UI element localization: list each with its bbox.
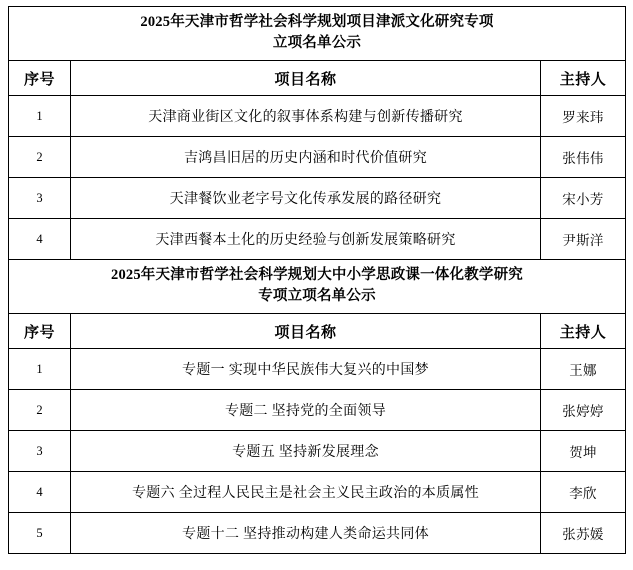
table-title-row bbox=[9, 260, 626, 314]
column-header-host: 主持人 bbox=[541, 314, 626, 349]
section-title-line-1: 2025年天津市哲学社会科学规划项目津派文化研究专项 bbox=[140, 14, 494, 30]
row-project-name: 天津西餐本土化的历史经验与创新发展策略研究 bbox=[71, 219, 541, 260]
section-title bbox=[9, 7, 626, 61]
table-row bbox=[9, 178, 626, 219]
row-index: 3 bbox=[9, 431, 71, 472]
column-header-project-name: 项目名称 bbox=[71, 314, 541, 349]
column-header-host: 主持人 bbox=[541, 61, 626, 96]
row-project-name: 吉鸿昌旧居的历史内涵和时代价值研究 bbox=[71, 137, 541, 178]
section-title-line-1: 2025年天津市哲学社会科学规划大中小学思政课一体化教学研究 bbox=[111, 267, 523, 284]
row-project-name: 专题十二 坚持推动构建人类命运共同体 bbox=[71, 513, 541, 554]
table-row bbox=[9, 349, 626, 390]
table-row bbox=[9, 472, 626, 513]
row-index: 4 bbox=[9, 472, 71, 513]
section-title-line-2: 立项名单公示 bbox=[272, 35, 362, 52]
row-project-name: 专题五 坚持新发展理念 bbox=[71, 431, 541, 472]
row-host: 李欣 bbox=[541, 472, 626, 513]
table-row bbox=[9, 137, 626, 178]
announcement-table-section-1 bbox=[8, 6, 626, 554]
row-host: 尹斯洋 bbox=[541, 219, 626, 260]
table-row bbox=[9, 513, 626, 554]
row-host: 贺坤 bbox=[541, 431, 626, 472]
column-header-project-name: 项目名称 bbox=[71, 61, 541, 96]
row-host: 王娜 bbox=[541, 349, 626, 390]
row-index: 5 bbox=[9, 513, 71, 554]
row-index: 1 bbox=[9, 349, 71, 390]
row-index: 4 bbox=[9, 219, 71, 260]
row-index: 3 bbox=[9, 178, 71, 219]
section-title-line-2: 专项立项名单公示 bbox=[258, 288, 376, 305]
table-title-row bbox=[9, 7, 626, 61]
row-host: 宋小芳 bbox=[541, 178, 626, 219]
row-project-name: 专题六 全过程人民民主是社会主义民主政治的本质属性 bbox=[71, 472, 541, 513]
row-project-name: 专题一 实现中华民族伟大复兴的中国梦 bbox=[71, 349, 541, 390]
row-host: 张婷婷 bbox=[541, 390, 626, 431]
row-project-name: 天津餐饮业老字号文化传承发展的路径研究 bbox=[71, 178, 541, 219]
table-row bbox=[9, 219, 626, 260]
section-title bbox=[9, 260, 626, 314]
table-row bbox=[9, 96, 626, 137]
table-row bbox=[9, 390, 626, 431]
table-header-row bbox=[9, 314, 626, 349]
row-host: 张苏媛 bbox=[541, 513, 626, 554]
column-header-index: 序号 bbox=[9, 61, 71, 96]
row-project-name: 天津商业街区文化的叙事体系构建与创新传播研究 bbox=[71, 96, 541, 137]
row-project-name: 专题二 坚持党的全面领导 bbox=[71, 390, 541, 431]
table-row bbox=[9, 431, 626, 472]
column-header-index: 序号 bbox=[9, 314, 71, 349]
table-header-row bbox=[9, 61, 626, 96]
row-index: 2 bbox=[9, 137, 71, 178]
row-host: 张伟伟 bbox=[541, 137, 626, 178]
row-index: 1 bbox=[9, 96, 71, 137]
row-index: 2 bbox=[9, 390, 71, 431]
row-host: 罗来玮 bbox=[541, 96, 626, 137]
